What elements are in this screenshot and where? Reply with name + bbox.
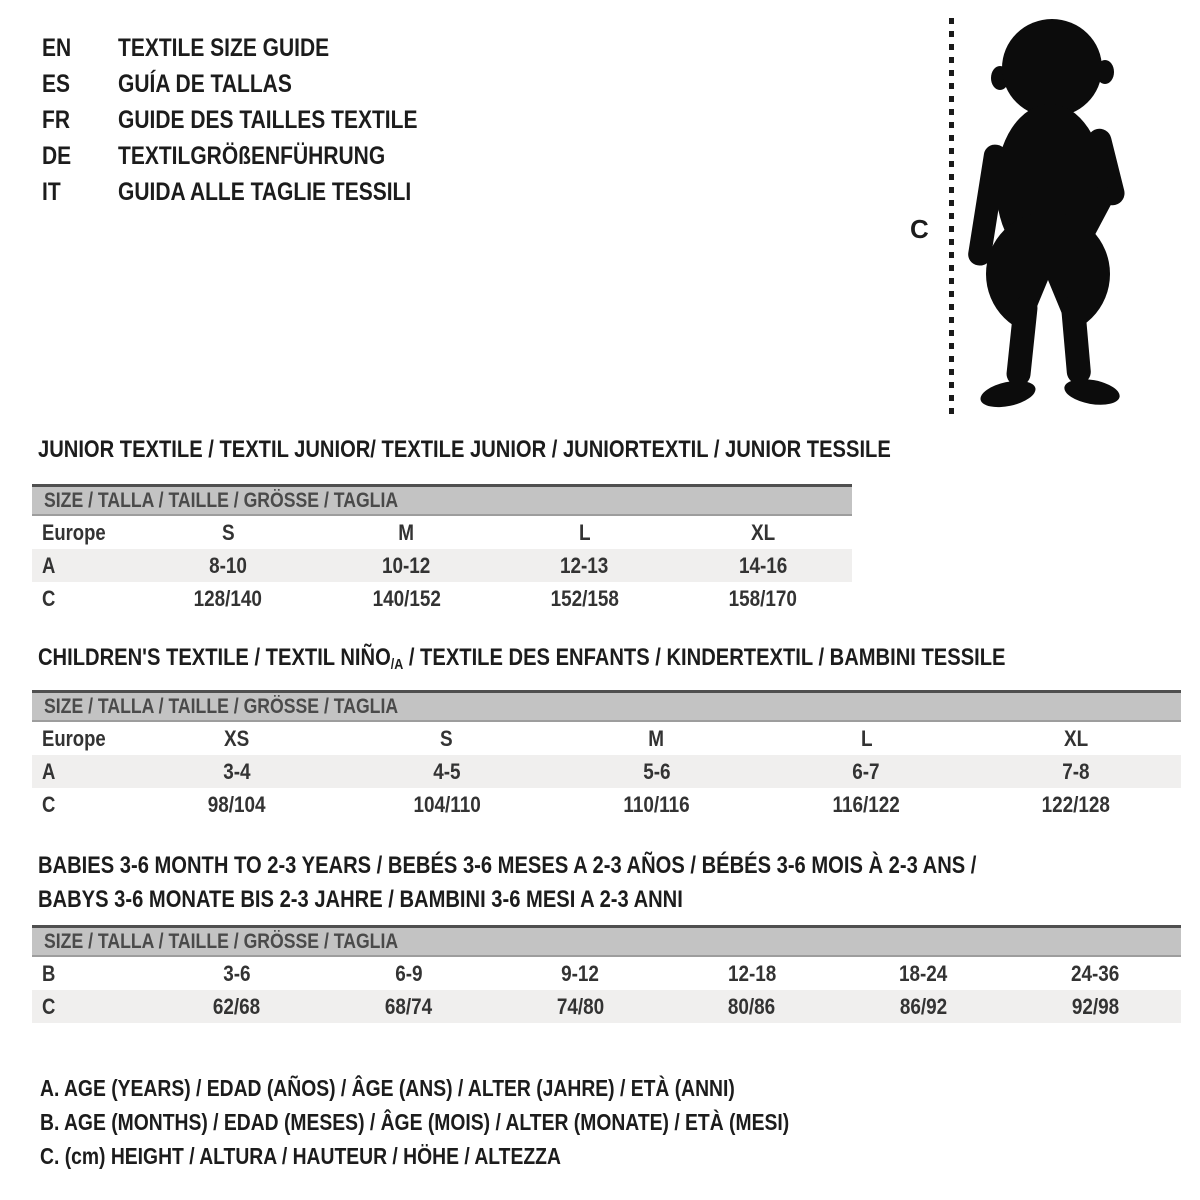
- header-cell: S: [221, 519, 235, 545]
- table-row-age-months: [32, 957, 1181, 990]
- table-cell: 104/110: [413, 791, 481, 817]
- header-cell: M: [648, 725, 665, 751]
- language-row: [42, 174, 475, 210]
- table-cell: 110/116: [623, 791, 690, 817]
- legend-line-c: C. (cm) HEIGHT / ALTURA / HAUTEUR / HÖHE / ALTEZZA: [40, 1143, 561, 1169]
- language-code: FR: [42, 105, 70, 134]
- junior-section-heading: [38, 433, 1053, 467]
- height-dashed-line: [949, 18, 954, 416]
- table-cell: 68/74: [384, 993, 433, 1019]
- language-code: IT: [42, 177, 61, 206]
- header-cell: XL: [750, 519, 775, 545]
- table-row-height: [32, 788, 1181, 821]
- size-bar-label: SIZE / TALLA / TAILLE / GRÖSSE / TAGLIA: [44, 694, 399, 718]
- row-label: C: [42, 993, 56, 1019]
- childrens-size-table: [32, 690, 1181, 821]
- row-label: A: [42, 758, 56, 784]
- legend: [40, 1071, 932, 1173]
- height-measure-label: C: [910, 214, 929, 244]
- table-header-row: [32, 516, 852, 549]
- childrens-section-heading: [38, 641, 1190, 682]
- babies-heading-line2: BABYS 3-6 MONATE BIS 2-3 JAHRE / BAMBINI 3-6 MESI A 2-3 ANNI: [38, 886, 683, 913]
- table-row-height: [32, 582, 852, 615]
- header-cell: XS: [224, 725, 250, 751]
- size-header-bar: [32, 925, 1181, 957]
- language-code: ES: [42, 69, 71, 98]
- guide-title: GUÍA DE TALLAS: [118, 69, 292, 98]
- row-label: B: [42, 960, 56, 986]
- language-row: [42, 138, 475, 174]
- junior-heading-text: JUNIOR TEXTILE / TEXTIL JUNIOR/ TEXTILE JUNIOR / JUNIORTEXTIL / JUNIOR TESSILE: [38, 436, 891, 463]
- table-cell: 140/152: [372, 585, 441, 611]
- language-code: DE: [42, 141, 72, 170]
- header-cell: Europe: [42, 519, 106, 545]
- childrens-heading-text: CHILDREN'S TEXTILE / TEXTIL $NIÑO_{/A}$ / TEXTILE DES ENFANTS / KINDERTEXTIL / BAMBINI TESSILE: [38, 644, 1006, 674]
- table-cell: 5-6: [642, 758, 671, 784]
- row-label: C: [42, 791, 56, 817]
- row-label: A: [42, 552, 56, 578]
- table-row-age: [32, 549, 852, 582]
- table-cell: 10-12: [382, 552, 431, 578]
- table-row-height: [32, 990, 1181, 1023]
- table-row-age: [32, 755, 1181, 788]
- table-cell: 4-5: [433, 758, 461, 784]
- language-row: [42, 66, 475, 102]
- table-cell: 86/92: [899, 993, 948, 1019]
- table-cell: 6-7: [852, 758, 880, 784]
- babies-heading-line1: BABIES 3-6 MONTH TO 2-3 YEARS / BEBÉS 3-6 MESES A 2-3 AÑOS / BÉBÉS 3-6 MOIS À 2-3 ANS /: [38, 852, 977, 879]
- babies-section-heading: [38, 849, 1155, 917]
- header-cell: M: [398, 519, 415, 545]
- junior-size-table: [32, 484, 852, 615]
- header-cell: S: [440, 725, 454, 751]
- size-bar-label: SIZE / TALLA / TAILLE / GRÖSSE / TAGLIA: [44, 488, 399, 512]
- legend-line-a: A. AGE (YEARS) / EDAD (AÑOS) / ÂGE (ANS) / ALTER (JAHRE) / ETÀ (ANNI): [40, 1075, 735, 1101]
- babies-size-table: [32, 925, 1181, 1023]
- header-cell: L: [860, 725, 873, 751]
- height-measure-figure: [900, 10, 1195, 422]
- size-header-bar: [32, 484, 852, 516]
- language-title-list: [42, 30, 475, 210]
- table-cell: 7-8: [1062, 758, 1090, 784]
- language-code: EN: [42, 33, 72, 62]
- size-header-bar: [32, 690, 1181, 722]
- row-label: C: [42, 585, 56, 611]
- table-cell: 158/170: [728, 585, 798, 611]
- table-cell: 24-36: [1070, 960, 1120, 986]
- guide-title: TEXTILGRÖßENFÜHRUNG: [118, 141, 386, 170]
- table-cell: 98/104: [207, 791, 266, 817]
- table-cell: 6-9: [394, 960, 423, 986]
- table-cell: 92/98: [1071, 993, 1119, 1019]
- table-cell: 80/86: [728, 993, 776, 1019]
- table-cell: 14-16: [738, 552, 788, 578]
- table-cell: 74/80: [556, 993, 604, 1019]
- table-cell: 152/158: [550, 585, 619, 611]
- table-cell: 18-24: [899, 960, 948, 986]
- language-row: [42, 30, 475, 66]
- legend-line-b: B. AGE (MONTHS) / EDAD (MESES) / ÂGE (MOIS) / ALTER (MONATE) / ETÀ (MESI): [40, 1109, 790, 1135]
- table-cell: 3-4: [223, 758, 251, 784]
- guide-title: GUIDA ALLE TAGLIE TESSILI: [118, 177, 412, 206]
- guide-title: TEXTILE SIZE GUIDE: [118, 33, 330, 62]
- toddler-silhouette-icon: [964, 16, 1136, 416]
- table-cell: 12-18: [727, 960, 777, 986]
- header-cell: XL: [1063, 725, 1089, 751]
- table-cell: 62/68: [213, 993, 261, 1019]
- guide-title: GUIDE DES TAILLES TEXTILE: [118, 105, 418, 134]
- table-cell: 128/140: [193, 585, 263, 611]
- table-cell: 122/128: [1041, 791, 1111, 817]
- language-row: [42, 102, 475, 138]
- table-cell: 3-6: [223, 960, 251, 986]
- size-bar-label: SIZE / TALLA / TAILLE / GRÖSSE / TAGLIA: [44, 929, 399, 953]
- table-cell: 9-12: [561, 960, 600, 986]
- header-cell: Europe: [42, 725, 106, 751]
- table-cell: 116/122: [832, 791, 900, 817]
- table-header-row: [32, 722, 1181, 755]
- table-cell: 8-10: [209, 552, 248, 578]
- header-cell: L: [578, 519, 591, 545]
- table-cell: 12-13: [560, 552, 609, 578]
